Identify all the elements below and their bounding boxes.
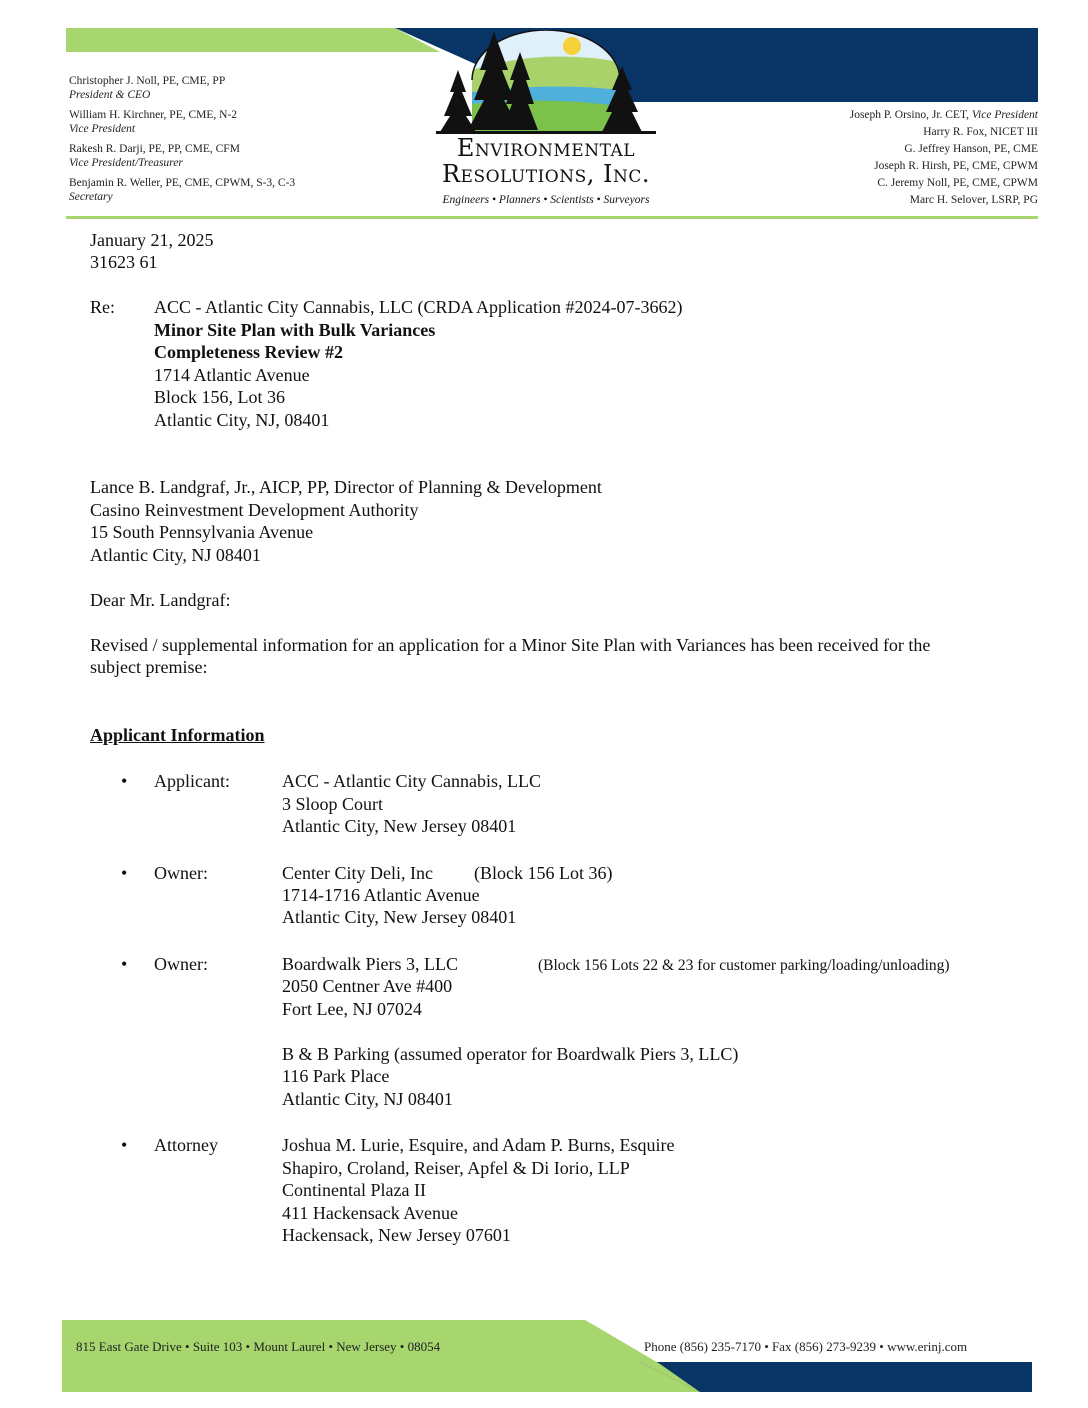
entry-line: Joshua M. Lurie, Esquire, and Adam P. Burns, Esquire [282,1135,675,1155]
entry-label: Owner: [154,954,208,974]
bullet-icon: • [121,771,128,791]
entry-line: 2050 Centner Ave #400 [282,976,453,996]
addressee-line: Lance B. Landgraf, Jr., AICP, PP, Director of Planning & Development [90,477,602,497]
entry-line: Center City Deli, Inc [282,863,433,883]
entry-line: Boardwalk Piers 3, LLC [282,954,458,974]
re-label: Re: [90,297,115,317]
staff-name: G. Jeffrey Hanson, PE, CME [904,143,1038,155]
addressee-line: Atlantic City, NJ 08401 [90,545,261,565]
bullet-icon: • [121,954,128,974]
entry-line: Continental Plaza II [282,1180,426,1200]
staff-name: Joseph P. Orsino, Jr. CET, [849,109,970,121]
staff-list-right [850,108,1038,210]
entry-line: Fort Lee, NJ 07024 [282,999,422,1019]
entry-line: Atlantic City, New Jersey 08401 [282,907,517,927]
footer-contact: Phone (856) 235-7170 • Fax (856) 273-9239 • www.erinj.com [644,1339,968,1354]
section-heading: Applicant Information [90,725,265,745]
staff-title: President & CEO [69,89,151,101]
addressee-line: Casino Reinvestment Development Authority [90,500,419,520]
bullet-icon: • [121,1135,128,1155]
entry-label: Owner: [154,863,208,883]
staff-name: Harry R. Fox, NICET III [923,126,1038,138]
entry-label: Applicant: [154,771,230,791]
staff-member [69,108,295,136]
re-line: Minor Site Plan with Bulk Variances [154,320,436,340]
logo-name-line2: Resolutions, Inc. [441,160,650,188]
staff-title: Secretary [69,191,113,203]
staff-title: Vice President [971,109,1038,121]
footer-address: 815 East Gate Drive • Suite 103 • Mount Laurel • New Jersey • 08054 [76,1339,441,1354]
staff-title: Vice President [69,123,136,135]
staff-list-left [69,74,295,210]
entry-line: ACC - Atlantic City Cannabis, LLC [282,771,541,791]
intro-paragraph-line: subject premise: [90,657,208,677]
entry-line: Atlantic City, New Jersey 08401 [282,816,517,836]
staff-name: William H. Kirchner, PE, CME, N-2 [69,109,238,121]
entry-line: 3 Sloop Court [282,794,384,814]
bullet-icon: • [121,863,128,883]
staff-name: Rakesh R. Darji, PE, PP, CME, CFM [69,143,240,155]
staff-member [850,108,1038,122]
re-line: Completeness Review #2 [154,342,343,362]
re-line: Atlantic City, NJ, 08401 [154,410,330,430]
entry-label: Attorney [154,1135,218,1155]
logo-tagline: Engineers • Planners • Scientists • Surveyors [442,194,650,206]
staff-name: Joseph R. Hirsh, PE, CME, CPWM [874,160,1038,172]
entry-note: (Block 156 Lot 36) [474,863,613,883]
intro-paragraph-line: Revised / supplemental information for an application for a Minor Site Plan with Variances has been received for the [90,635,931,655]
staff-title: Vice President/Treasurer [69,157,183,169]
re-line: Block 156, Lot 36 [154,387,285,407]
logo-name-line1: Environmental [456,134,636,162]
staff-name: Marc H. Selover, LSRP, PG [909,194,1038,206]
reference-number: 31623 61 [90,252,158,272]
staff-name: C. Jeremy Noll, PE, CME, CPWM [877,177,1038,189]
re-line: 1714 Atlantic Avenue [154,365,310,385]
entry-line: Atlantic City, NJ 08401 [282,1089,453,1109]
staff-member [69,142,295,170]
staff-name: Christopher J. Noll, PE, CME, PP [69,75,226,87]
staff-member [69,74,295,102]
entry-line: 116 Park Place [282,1066,390,1086]
staff-member [69,176,295,204]
company-logo [432,30,660,212]
entry-note: (Block 156 Lots 22 & 23 for customer parking/loading/unloading) [538,957,950,974]
letter-date: January 21, 2025 [90,230,214,250]
addressee-line: 15 South Pennsylvania Avenue [90,522,314,542]
staff-name: Benjamin R. Weller, PE, CME, CPWM, S-3, C-3 [69,177,296,189]
salutation: Dear Mr. Landgraf: [90,590,231,610]
footer-band [0,1318,1088,1398]
header-divider [66,216,1038,219]
entry-line: B & B Parking (assumed operator for Boardwalk Piers 3, LLC) [282,1044,739,1064]
entry-line: Hackensack, New Jersey 07601 [282,1225,511,1245]
entry-line: Shapiro, Croland, Reiser, Apfel & Di Iorio, LLP [282,1158,630,1178]
entry-line: 1714-1716 Atlantic Avenue [282,885,480,905]
logo-landscape-icon [432,30,660,134]
re-line: ACC - Atlantic City Cannabis, LLC (CRDA Application #2024-07-3662) [154,297,683,317]
entry-line: 411 Hackensack Avenue [282,1203,458,1223]
